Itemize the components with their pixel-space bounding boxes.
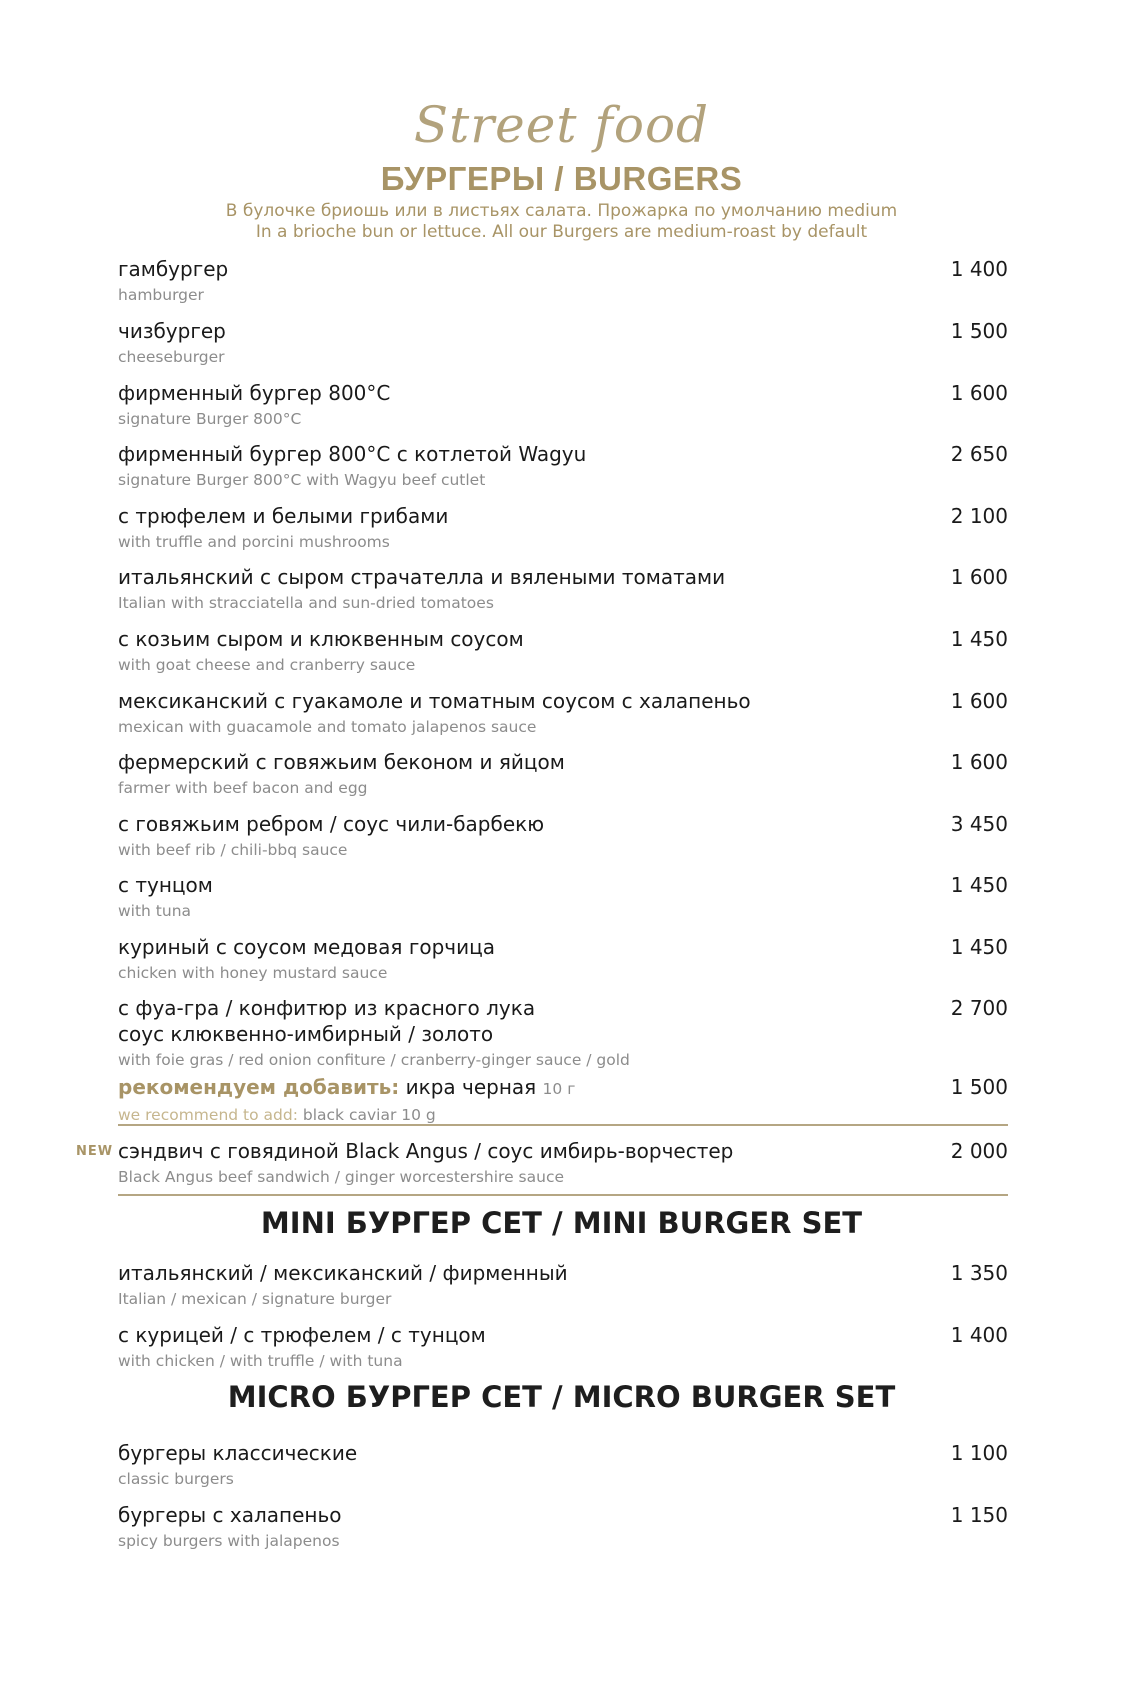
menu-item bbox=[118, 1440, 1008, 1491]
item-price: 1 350 bbox=[950, 1261, 1008, 1285]
item-price: 1 600 bbox=[950, 565, 1008, 589]
item-price: 2 700 bbox=[950, 996, 1008, 1020]
item-price: 2 650 bbox=[950, 442, 1008, 466]
item-name: с козьим сыром и клюквенным соусом bbox=[118, 627, 524, 651]
item-price: 1 150 bbox=[950, 1503, 1008, 1527]
item-desc: Italian / mexican / signature burger bbox=[118, 1290, 392, 1308]
recommend-qty: 10 г bbox=[542, 1080, 576, 1098]
menu-item bbox=[118, 626, 1008, 677]
item-desc: cheeseburger bbox=[118, 348, 225, 366]
menu-item bbox=[118, 811, 1008, 862]
item-desc: with chicken / with truffle / with tuna bbox=[118, 1352, 403, 1370]
item-name: фирменный бургер 800°С bbox=[118, 381, 391, 405]
item-price: 1 450 bbox=[950, 873, 1008, 897]
item-desc: Italian with stracciatella and sun-dried tomatoes bbox=[118, 594, 494, 612]
item-price: 1 100 bbox=[950, 1441, 1008, 1465]
menu-item bbox=[118, 441, 1008, 492]
item-name: бургеры классические bbox=[118, 1441, 358, 1465]
item-name: итальянский с сыром страчателла и вялеными томатами bbox=[118, 565, 726, 589]
item-price: 1 450 bbox=[950, 935, 1008, 959]
item-name: фирменный бургер 800°С с котлетой Wagyu bbox=[118, 442, 587, 466]
script-title: Street food bbox=[413, 96, 710, 154]
subtitle-ru: В булочке бриошь или в листьях салата. Прожарка по умолчанию medium bbox=[225, 201, 898, 221]
menu-item bbox=[118, 1322, 1008, 1373]
menu-item bbox=[118, 934, 1008, 985]
item-desc: farmer with beef bacon and egg bbox=[118, 779, 368, 797]
item-desc: spicy burgers with jalapenos bbox=[118, 1532, 340, 1550]
section-title-micro: MICRO БУРГЕР СЕТ / MICRO BURGER SET bbox=[227, 1380, 896, 1414]
menu-item bbox=[118, 380, 1008, 431]
item-desc: with truffle and porcini mushrooms bbox=[118, 533, 390, 551]
recommend-line-ru bbox=[118, 1074, 1008, 1102]
item-price: 1 600 bbox=[950, 689, 1008, 713]
item-price: 2 100 bbox=[950, 504, 1008, 528]
divider bbox=[118, 1194, 1008, 1196]
new-badge: NEW bbox=[76, 1144, 114, 1159]
item-name: с тунцом bbox=[118, 873, 213, 897]
item-price: 1 400 bbox=[950, 257, 1008, 281]
recommend-item: икра черная bbox=[405, 1075, 537, 1099]
subtitle-en: In a brioche bun or lettuce. All our Burgers are medium-roast by default bbox=[255, 222, 868, 242]
item-name: сэндвич с говядиной Black Angus / соус имбирь-ворчестер bbox=[118, 1139, 734, 1163]
item-desc: signature Burger 800°С bbox=[118, 410, 302, 428]
menu-item bbox=[118, 256, 1008, 307]
item-price: 2 000 bbox=[950, 1139, 1008, 1163]
item-price: 3 450 bbox=[950, 812, 1008, 836]
menu-item bbox=[118, 564, 1008, 615]
item-name: с курицей / с трюфелем / с тунцом bbox=[118, 1323, 486, 1347]
item-desc: with goat cheese and cranberry sauce bbox=[118, 656, 416, 674]
item-price: 1 400 bbox=[950, 1323, 1008, 1347]
item-desc: classic burgers bbox=[118, 1470, 234, 1488]
menu-item bbox=[118, 503, 1008, 554]
item-desc: with foie gras / red onion confiture / cranberry-ginger sauce / gold bbox=[118, 1051, 630, 1069]
section-title-mini: MINI БУРГЕР СЕТ / MINI BURGER SET bbox=[260, 1206, 863, 1240]
menu-item bbox=[118, 1502, 1008, 1553]
item-desc: mexican with guacamole and tomato jalapenos sauce bbox=[118, 718, 537, 736]
item-name: мексиканский с гуакамоле и томатным соусом с халапеньо bbox=[118, 689, 751, 713]
item-name: чизбургер bbox=[118, 319, 226, 343]
item-price: 1 600 bbox=[950, 750, 1008, 774]
item-desc: signature Burger 800°С with Wagyu beef cutlet bbox=[118, 471, 486, 489]
menu-item bbox=[118, 749, 1008, 800]
item-desc: chicken with honey mustard sauce bbox=[118, 964, 388, 982]
item-name: фермерский с говяжьим беконом и яйцом bbox=[118, 750, 565, 774]
recommend-addon bbox=[118, 1074, 1008, 1127]
item-name: бургеры с халапеньо bbox=[118, 1503, 342, 1527]
item-desc: with tuna bbox=[118, 902, 192, 920]
item-name: итальянский / мексиканский / фирменный bbox=[118, 1261, 568, 1285]
item-name-line2: соус клюквенно-имбирный / золото bbox=[118, 1022, 494, 1046]
menu-item bbox=[118, 1260, 1008, 1311]
recommend-item-en: black caviar 10 g bbox=[302, 1106, 436, 1124]
menu-item bbox=[118, 872, 1008, 923]
item-name: с трюфелем и белыми грибами bbox=[118, 504, 449, 528]
item-price: 1 600 bbox=[950, 381, 1008, 405]
item-name: куриный с соусом медовая горчица bbox=[118, 935, 495, 959]
divider bbox=[118, 1124, 1008, 1126]
item-desc: Black Angus beef sandwich / ginger worcestershire sauce bbox=[118, 1168, 565, 1186]
menu-item-foie-gras bbox=[118, 995, 1008, 1072]
menu-item bbox=[118, 318, 1008, 369]
item-desc: hamburger bbox=[118, 286, 204, 304]
page-title: БУРГЕРЫ / BURGERS bbox=[380, 160, 743, 197]
item-price: 1 500 bbox=[950, 1075, 1008, 1099]
item-price: 1 500 bbox=[950, 319, 1008, 343]
item-name: гамбургер bbox=[118, 257, 229, 281]
item-price: 1 450 bbox=[950, 627, 1008, 651]
recommend-label: рекомендуем добавить: bbox=[118, 1075, 400, 1099]
menu-item-new bbox=[118, 1138, 1008, 1189]
item-name: с говяжьим ребром / соус чили-барбекю bbox=[118, 812, 545, 836]
item-desc: with beef rib / chili-bbq sauce bbox=[118, 841, 348, 859]
item-name-line1: с фуа-гра / конфитюр из красного лука bbox=[118, 996, 536, 1020]
menu-item bbox=[118, 688, 1008, 739]
recommend-label-en: we recommend to add: bbox=[118, 1106, 298, 1124]
